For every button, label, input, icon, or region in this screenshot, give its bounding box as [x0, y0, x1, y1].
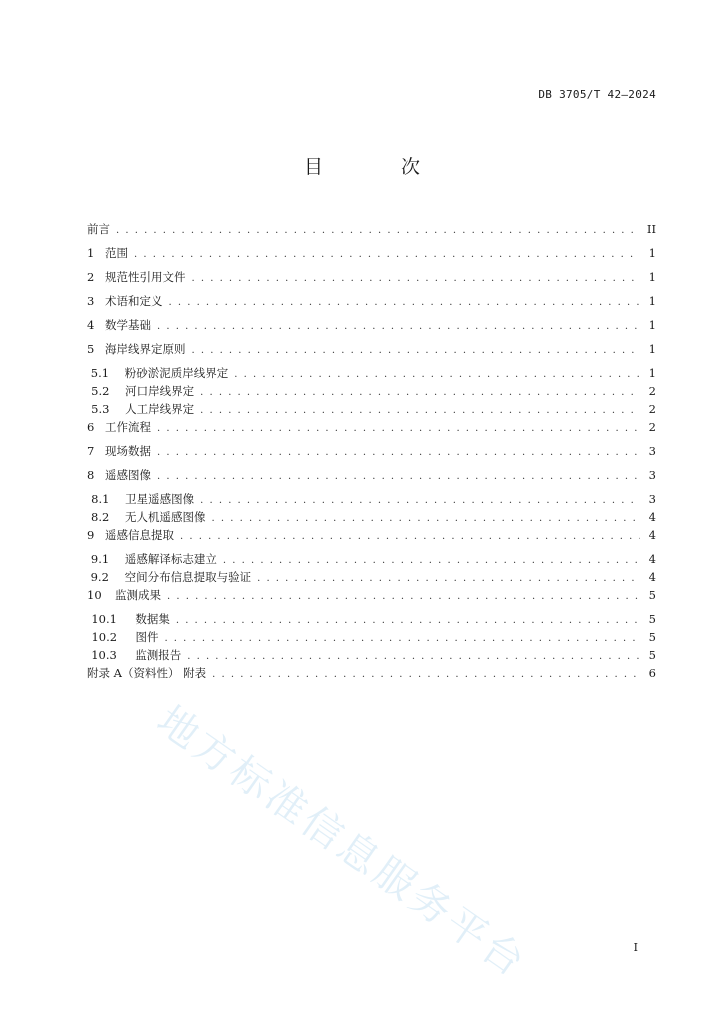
toc-entry[interactable] [87, 269, 656, 293]
toc-entry[interactable] [87, 221, 656, 245]
toc-entry-page: 5 [648, 630, 656, 644]
toc-entry[interactable] [87, 569, 656, 587]
toc-entry[interactable] [87, 611, 656, 629]
toc-entry-label: 图件 [135, 630, 159, 644]
toc-entry-page: 4 [648, 552, 656, 566]
toc-entry-label: 附录 A（资料性） 附表 [87, 666, 207, 680]
toc-entry-number: 7 [87, 444, 95, 458]
toc-entry[interactable] [87, 401, 656, 419]
toc-dot-leader [157, 447, 640, 458]
toc-entry-number: 9.2 [90, 570, 109, 584]
toc-entry-page: 3 [648, 492, 656, 506]
toc-entry-number: 5 [87, 342, 95, 356]
toc-entry-label: 无人机遥感图像 [125, 510, 206, 524]
toc-dot-leader [212, 513, 640, 524]
toc-entry-page: 4 [648, 528, 656, 542]
toc-entry-number: 10.2 [91, 630, 118, 644]
page-number: I [633, 941, 638, 954]
toc-entry[interactable] [87, 491, 656, 509]
toc-entry-page: 5 [648, 588, 656, 602]
table-of-contents [87, 221, 656, 689]
toc-entry-label: 遥感信息提取 [105, 528, 174, 542]
toc-entry[interactable] [87, 383, 656, 401]
toc-dot-leader [180, 531, 640, 542]
toc-dot-leader [187, 651, 640, 662]
toc-entry-label: 规范性引用文件 [105, 270, 186, 284]
toc-entry-number: 10 [87, 588, 102, 602]
toc-entry-number: 1 [87, 246, 95, 260]
toc-dot-leader [169, 297, 641, 308]
toc-entry-number: 5.1 [90, 366, 110, 380]
toc-dot-leader [192, 345, 641, 356]
toc-dot-leader [223, 555, 640, 566]
toc-entry-number: 10.3 [91, 648, 117, 662]
document-code: DB 3705/T 42—2024 [538, 88, 656, 101]
toc-dot-leader [164, 633, 640, 644]
toc-entry-label: 数据集 [135, 612, 170, 626]
toc-entry-label: 监测报告 [135, 648, 182, 662]
page-title: 目 次 [303, 156, 457, 178]
toc-entry-page: 3 [648, 468, 656, 482]
toc-dot-leader [192, 273, 641, 284]
toc-entry[interactable] [87, 419, 656, 443]
toc-entry-page: 1 [648, 246, 656, 260]
toc-entry[interactable] [87, 647, 656, 665]
toc-entry[interactable] [87, 443, 656, 467]
toc-entry[interactable] [87, 293, 656, 317]
watermark: 地方标准信息服务平台 [148, 697, 536, 988]
toc-entry[interactable] [87, 467, 656, 491]
toc-dot-leader [257, 573, 640, 584]
toc-entry-label: 术语和定义 [105, 294, 163, 308]
toc-entry-page: 1 [648, 342, 656, 356]
toc-entry-number: 5.2 [91, 384, 110, 398]
toc-dot-leader [212, 669, 640, 680]
toc-entry-label: 粉砂淤泥质岸线界定 [124, 366, 229, 380]
toc-entry-label: 前言 [87, 222, 110, 236]
toc-entry-number: 9 [87, 528, 95, 542]
toc-entry-page: 1 [648, 294, 656, 308]
toc-entry-label: 数学基础 [105, 318, 151, 332]
toc-dot-leader [200, 495, 640, 506]
toc-entry[interactable] [87, 587, 656, 611]
toc-entry-page: 5 [648, 612, 656, 626]
toc-dot-leader [176, 615, 640, 626]
toc-entry[interactable] [87, 629, 656, 647]
toc-dot-leader [200, 387, 640, 398]
toc-entry-label: 监测成果 [115, 588, 161, 602]
toc-entry[interactable] [87, 665, 656, 689]
toc-entry-label: 卫星遥感图像 [125, 492, 195, 506]
toc-entry-label: 河口岸线界定 [125, 384, 195, 398]
toc-entry-number: 8.1 [91, 492, 110, 506]
toc-entry-page: 3 [648, 444, 656, 458]
toc-entry[interactable] [87, 509, 656, 527]
toc-entry-label: 人工岸线界定 [125, 402, 195, 416]
toc-entry-number: 9.1 [90, 552, 110, 566]
toc-entry-label: 海岸线界定原则 [105, 342, 186, 356]
toc-dot-leader [157, 423, 640, 434]
toc-dot-leader [157, 471, 640, 482]
toc-entry-label: 工作流程 [105, 420, 151, 434]
toc-entry-number: 6 [87, 420, 95, 434]
toc-entry-page: 1 [648, 318, 656, 332]
toc-entry-number: 8.2 [91, 510, 110, 524]
toc-entry-number: 2 [87, 270, 95, 284]
toc-dot-leader [167, 591, 640, 602]
toc-dot-leader [157, 321, 640, 332]
toc-entry-page: 2 [648, 402, 656, 416]
toc-entry-page: 4 [648, 510, 656, 524]
toc-entry-number: 4 [87, 318, 95, 332]
toc-entry-number: 3 [87, 294, 95, 308]
toc-entry-label: 空间分布信息提取与验证 [124, 570, 252, 584]
toc-dot-leader [200, 405, 640, 416]
toc-entry-page: 1 [648, 270, 656, 284]
toc-entry-page: 4 [648, 570, 656, 584]
toc-entry-page: 1 [648, 366, 656, 380]
toc-entry-number: 5.3 [91, 402, 110, 416]
toc-dot-leader [116, 225, 640, 236]
toc-entry-number: 10.1 [91, 612, 117, 626]
toc-entry-page: 2 [648, 384, 656, 398]
toc-entry[interactable] [87, 365, 656, 383]
toc-entry[interactable] [87, 317, 656, 341]
toc-entry-page: 2 [648, 420, 656, 434]
toc-entry[interactable] [87, 527, 656, 551]
toc-entry[interactable] [87, 245, 656, 269]
toc-dot-leader [234, 369, 640, 380]
toc-entry-label: 遥感解译标志建立 [124, 552, 217, 566]
toc-dot-leader [134, 249, 640, 260]
toc-entry-label: 遥感图像 [105, 468, 151, 482]
toc-entry-page: 5 [648, 648, 656, 662]
toc-entry-page: 6 [648, 666, 656, 680]
toc-entry-number: 8 [87, 468, 95, 482]
toc-entry[interactable] [87, 551, 656, 569]
toc-entry-page: II [646, 222, 656, 236]
toc-entry[interactable] [87, 341, 656, 365]
toc-entry-label: 范围 [105, 246, 128, 260]
toc-entry-label: 现场数据 [105, 444, 151, 458]
